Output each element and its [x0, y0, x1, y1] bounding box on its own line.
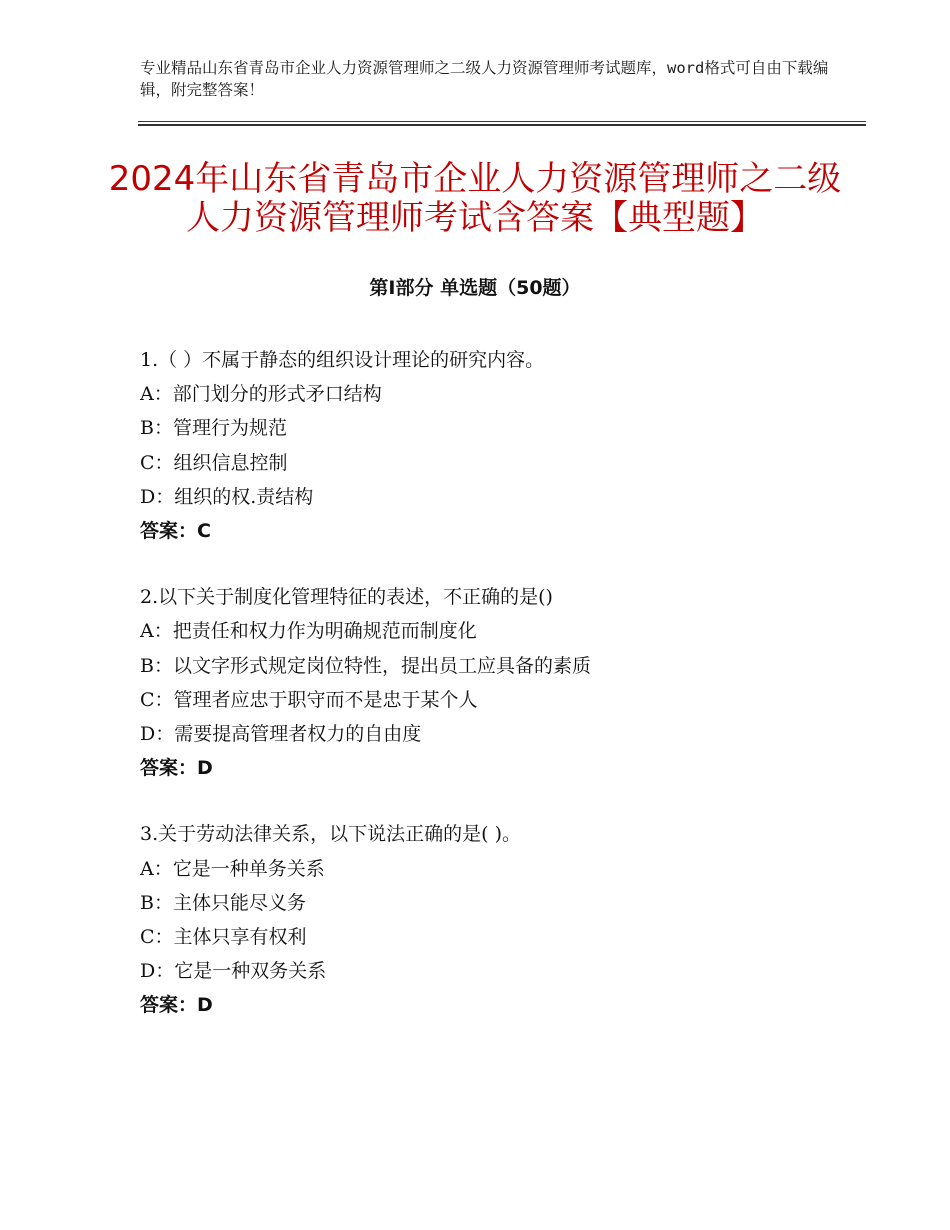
question-item — [140, 343, 860, 548]
option-c: C：组织信息控制 — [140, 451, 288, 474]
option-c: C：主体只享有权利 — [140, 926, 307, 949]
question-item — [140, 817, 860, 1022]
header-divider-thin — [138, 121, 866, 122]
question-stem: 1.（ ）不属于静态的组织设计理论的研究内容。 — [140, 349, 545, 371]
option-c: C：管理者应忠于职守而不是忠于某个人 — [140, 688, 478, 711]
question-item — [140, 580, 860, 785]
header-divider-thick — [138, 124, 866, 126]
option-d: D：需要提高管理者权力的自由度 — [140, 723, 422, 746]
question-list — [140, 343, 860, 1055]
section-title: 第Ⅰ部分 单选题（50题） — [369, 277, 581, 299]
option-a: A：把责任和权力作为明确规范而制度化 — [140, 620, 477, 643]
answer: 答案：D — [140, 994, 213, 1017]
option-d: D：它是一种双务关系 — [140, 960, 327, 983]
question-stem: 2.以下关于制度化管理特征的表述，不正确的是() — [140, 586, 553, 609]
option-b: B：主体只能尽义务 — [140, 891, 306, 914]
answer: 答案：C — [140, 520, 211, 543]
option-a: A：它是一种单务关系 — [140, 857, 325, 880]
answer: 答案：D — [140, 757, 213, 780]
option-b: B：以文字形式规定岗位特性，提出员工应具备的素质 — [140, 654, 591, 677]
header-note: 专业精品山东省青岛市企业人力资源管理师之二级人力资源管理师考试题库，word格式可自由下载编辑，附完整答案！ — [140, 59, 829, 99]
option-a: A：部门划分的形式矛口结构 — [140, 383, 382, 406]
option-b: B：管理行为规范 — [140, 417, 287, 440]
option-d: D：组织的权.责结构 — [140, 485, 314, 508]
document-title: 2024年山东省青岛市企业人力资源管理师之二级人力资源管理师考试含答案【典型题】 — [108, 159, 842, 238]
question-stem: 3.关于劳动法律关系，以下说法正确的是( )。 — [140, 823, 521, 846]
